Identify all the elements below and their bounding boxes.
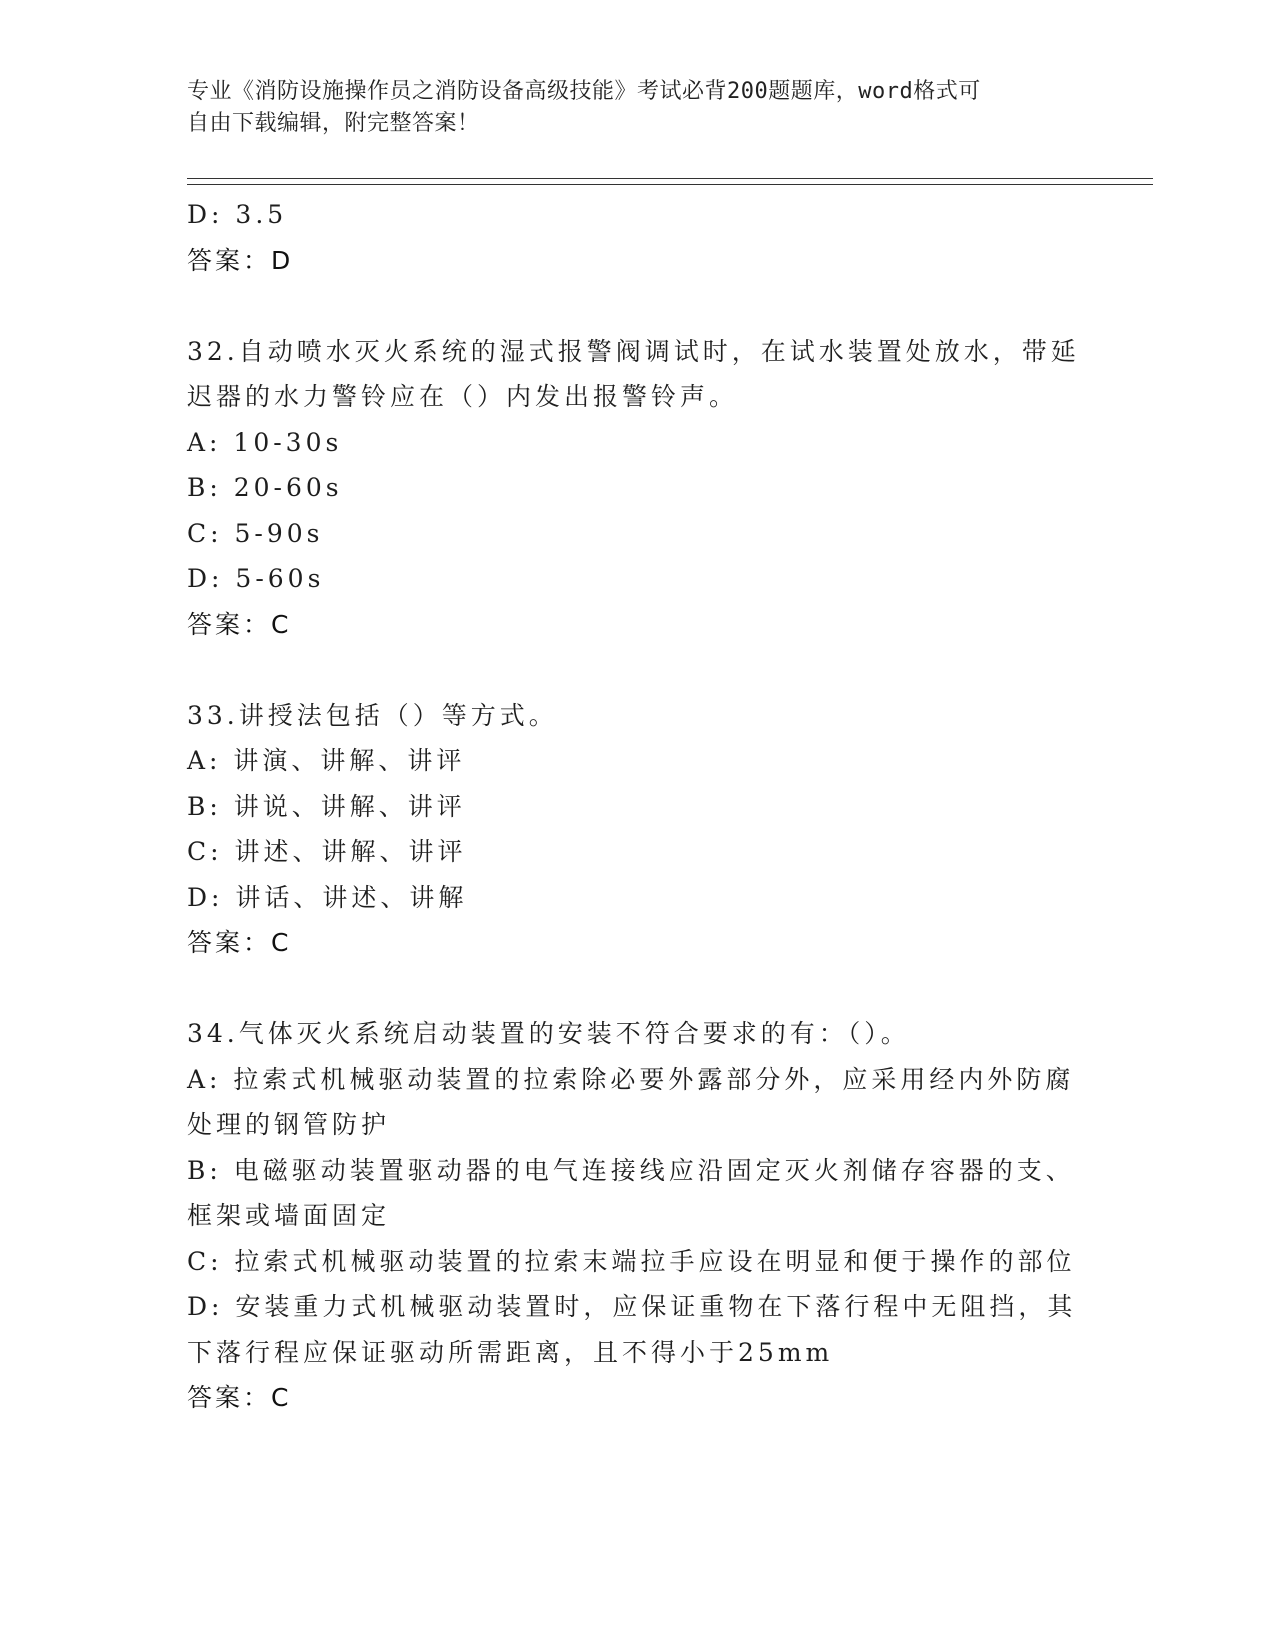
option-a: A: 10-30s (187, 427, 343, 457)
option-d-line: 下落行程应保证驱动所需距离，且不得小于25mm (187, 1337, 834, 1367)
option-d: D: 5-60s (187, 564, 325, 593)
answer: 答案：C (187, 928, 292, 957)
option-d: D: 讲话、讲述、讲解 (187, 882, 468, 912)
question-32 (187, 329, 1087, 648)
option-c: C: 5-90s (187, 518, 324, 548)
page-header (187, 76, 1067, 140)
option-a-line: A: 拉索式机械驱动装置的拉索除必要外露部分外，应采用经内外防腐 (187, 1064, 1075, 1094)
option-d-line: D: 安装重力式机械驱动装置时，应保证重物在下落行程中无阻挡，其 (187, 1292, 1077, 1321)
header-divider-bottom (187, 184, 1153, 185)
spacer (187, 283, 1087, 329)
option-a-line: 处理的钢管防护 (187, 1110, 391, 1139)
header-divider-top (187, 178, 1153, 179)
answer: 答案：C (187, 609, 292, 639)
question-stem-line: 34.气体灭火系统启动装置的安装不符合要求的有：（）。 (187, 1019, 910, 1048)
option-a: A: 讲演、讲解、讲评 (187, 746, 466, 775)
question-stem-line: 33.讲授法包括（）等方式。 (187, 700, 558, 730)
question-33 (187, 693, 1087, 966)
option-c-line: C: 拉索式机械驱动装置的拉索末端拉手应设在明显和便于操作的部位 (187, 1246, 1076, 1276)
previous-option-d: D: 3.5 (187, 200, 288, 229)
question-stem-line: 迟器的水力警铃应在（）内发出报警铃声。 (187, 382, 739, 411)
option-b: B: 讲说、讲解、讲评 (187, 791, 466, 821)
spacer (187, 647, 1087, 693)
spacer (187, 966, 1087, 1012)
previous-answer: 答案：D (187, 245, 294, 275)
header-line-1: 专业《消防设施操作员之消防设备高级技能》考试必背200题题库，word格式可 (187, 79, 981, 104)
answer: 答案：C (187, 1383, 292, 1412)
question-list (187, 192, 1087, 1421)
option-c: C: 讲述、讲解、讲评 (187, 837, 467, 866)
question-stem-line: 32.自动喷水灭火系统的湿式报警阀调试时，在试水装置处放水，带延 (187, 336, 1080, 366)
option-b: B: 20-60s (187, 473, 343, 502)
question-34 (187, 1011, 1087, 1421)
header-line-2: 自由下载编辑，附完整答案！ (187, 111, 480, 136)
option-b-line: 框架或墙面固定 (187, 1201, 391, 1230)
option-b-line: B: 电磁驱动装置驱动器的电气连接线应沿固定灭火剂储存容器的支、 (187, 1155, 1075, 1185)
